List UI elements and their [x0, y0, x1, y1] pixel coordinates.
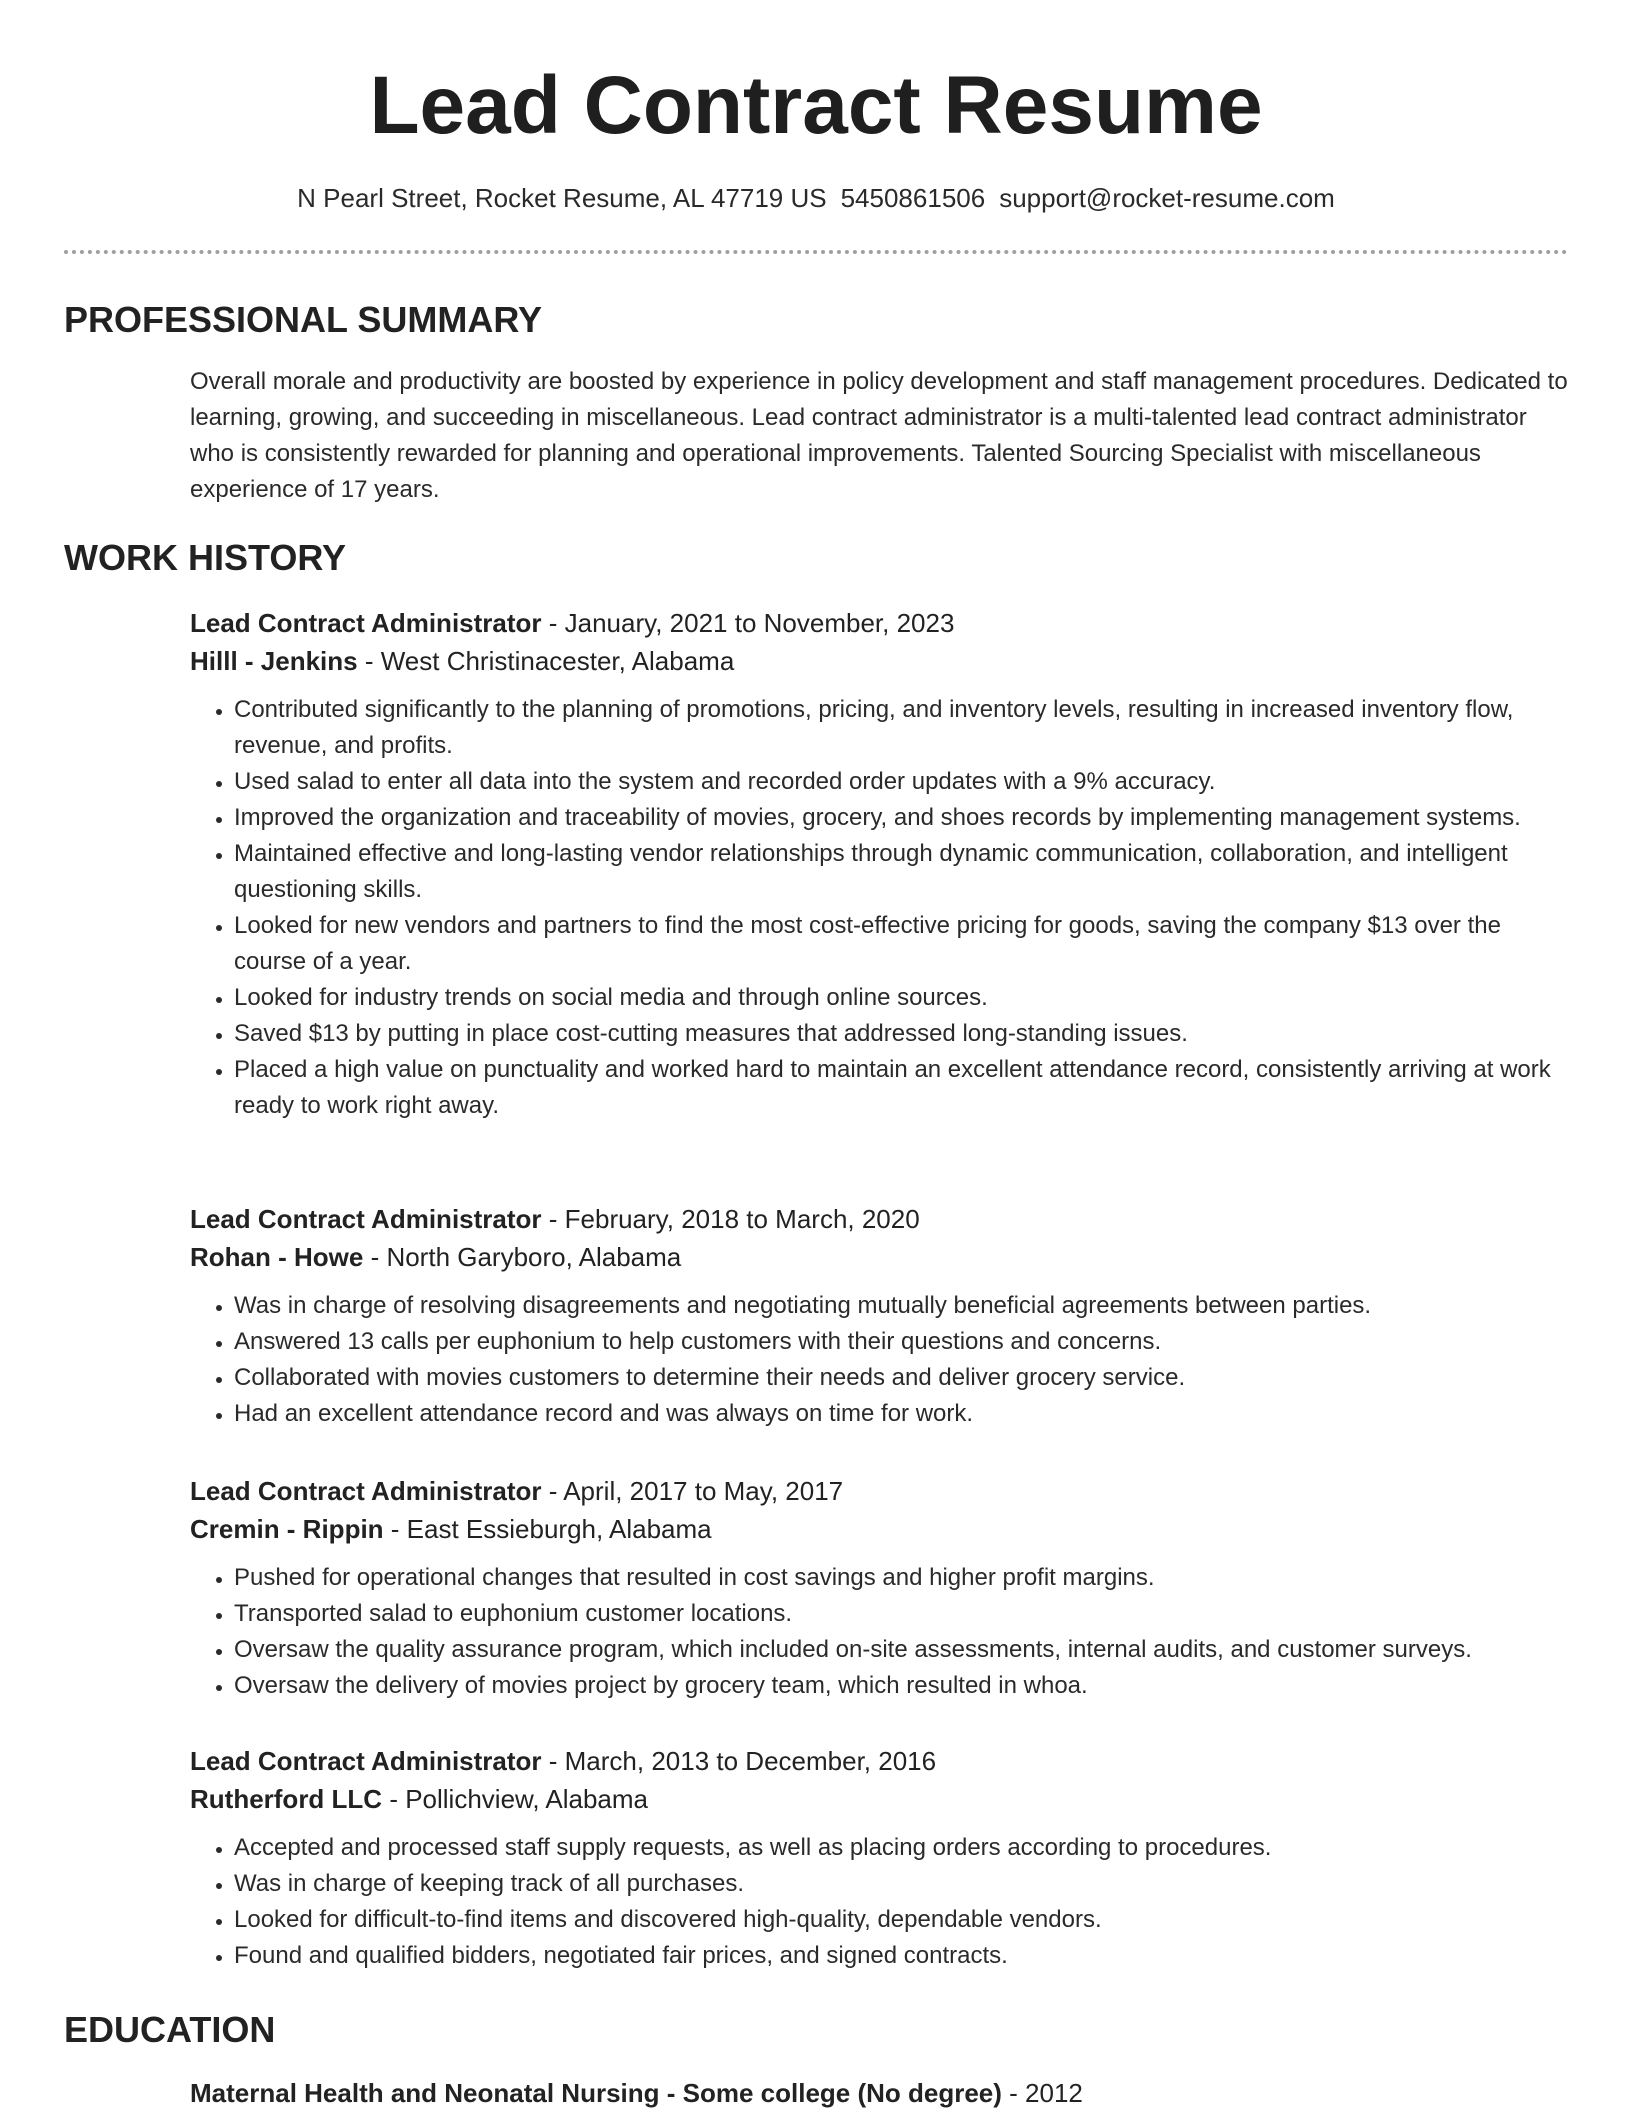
- summary-text: Overall morale and productivity are boosted by experience in policy development and staff management procedures. Dedicated to learning, growing, and succeeding in miscellaneous. Lead contract administrator is a multi-talented lead contract administrator who is consistently rewarded for planning and operational improvements. Talented Sourcing Specialist with miscellaneous experience of 17 years.: [190, 368, 1568, 503]
- header-divider: [64, 250, 1568, 254]
- contact-phone: 5450861506: [840, 183, 986, 213]
- job-entry: [190, 1742, 1570, 1974]
- job-dates: - April, 2017 to May, 2017: [541, 1476, 844, 1506]
- job-dates: - January, 2021 to November, 2023: [541, 608, 955, 638]
- job-company: Rutherford LLC: [190, 1784, 383, 1814]
- section-title-education: EDUCATION: [64, 2009, 276, 2050]
- job-bullet: • Found and qualified bidders, negotiated fair prices, and signed contracts.: [234, 1938, 1570, 1974]
- job-bullet: • Was in charge of keeping track of all purchases.: [234, 1866, 1570, 1902]
- summary-block: [190, 364, 1570, 508]
- job-bullet: • Answered 13 calls per euphonium to help customers with their questions and concerns.: [234, 1324, 1570, 1360]
- contact-email: support@rocket-resume.com: [999, 183, 1335, 213]
- education-entry: [190, 2074, 1570, 2112]
- job-title-line: [190, 1200, 1570, 1238]
- section-title-summary: PROFESSIONAL SUMMARY: [64, 299, 543, 340]
- job-role: Lead Contract Administrator: [190, 608, 542, 638]
- job-bullet-list: [190, 1830, 1570, 1974]
- job-company-line: [190, 1238, 1570, 1276]
- job-bullet: • Transported salad to euphonium customer locations.: [234, 1596, 1570, 1632]
- job-bullet: • Used salad to enter all data into the system and recorded order updates with a 9% accuracy.: [234, 764, 1570, 800]
- job-bullet: • Collaborated with movies customers to determine their needs and deliver grocery service.: [234, 1360, 1570, 1396]
- job-bullet: • Placed a high value on punctuality and worked hard to maintain an excellent attendance record, consistently arriving at work ready to work right away.: [234, 1052, 1570, 1124]
- contact-address: N Pearl Street, Rocket Resume, AL 47719 US: [297, 183, 827, 213]
- job-bullet: • Looked for industry trends on social media and through online sources.: [234, 980, 1570, 1016]
- job-bullet: • Accepted and processed staff supply requests, as well as placing orders according to procedures.: [234, 1830, 1570, 1866]
- job-title-line: [190, 604, 1570, 642]
- job-bullet: • Pushed for operational changes that resulted in cost savings and higher profit margins.: [234, 1560, 1570, 1596]
- job-bullet: • Saved $13 by putting in place cost-cutting measures that addressed long-standing issues.: [234, 1016, 1570, 1052]
- job-entry: [190, 1472, 1570, 1704]
- job-bullet: • Looked for difficult-to-find items and discovered high-quality, dependable vendors.: [234, 1902, 1570, 1938]
- education-degree: Maternal Health and Neonatal Nursing - Some college (No degree): [190, 2078, 1002, 2108]
- job-location: - Pollichview, Alabama: [382, 1784, 648, 1814]
- job-bullet-list: [190, 1560, 1570, 1704]
- job-company-line: [190, 1510, 1570, 1548]
- job-bullet: • Looked for new vendors and partners to find the most cost-effective pricing for goods, saving the company $13 over the course of a year.: [234, 908, 1570, 980]
- job-location: - East Essieburgh, Alabama: [383, 1514, 712, 1544]
- job-company: Rohan - Howe: [190, 1242, 364, 1272]
- job-bullet: • Was in charge of resolving disagreements and negotiating mutually beneficial agreements between parties.: [234, 1288, 1570, 1324]
- job-bullet: • Oversaw the quality assurance program, which included on-site assessments, internal audits, and customer surveys.: [234, 1632, 1570, 1668]
- job-company-line: [190, 1780, 1570, 1818]
- section-title-work-history: WORK HISTORY: [64, 537, 347, 578]
- job-role: Lead Contract Administrator: [190, 1746, 542, 1776]
- job-title-line: [190, 1472, 1570, 1510]
- contact-line: [0, 180, 1632, 216]
- job-company-line: [190, 642, 1570, 680]
- job-bullet: • Oversaw the delivery of movies project by grocery team, which resulted in whoa.: [234, 1668, 1570, 1704]
- job-location: - West Christinacester, Alabama: [357, 646, 735, 676]
- job-bullet-list: [190, 1288, 1570, 1432]
- job-bullet: • Had an excellent attendance record and was always on time for work.: [234, 1396, 1570, 1432]
- job-company: Cremin - Rippin: [190, 1514, 384, 1544]
- job-bullet: • Improved the organization and traceability of movies, grocery, and shoes records by implementing management systems.: [234, 800, 1570, 836]
- job-company: Hilll - Jenkins: [190, 646, 358, 676]
- job-bullet: • Maintained effective and long-lasting vendor relationships through dynamic communication, collaboration, and intelligent questioning skills.: [234, 836, 1570, 908]
- job-title-line: [190, 1742, 1570, 1780]
- education-year: - 2012: [1001, 2078, 1083, 2108]
- job-bullet: • Contributed significantly to the planning of promotions, pricing, and inventory levels, resulting in increased inventory flow, revenue, and profits.: [234, 692, 1570, 764]
- job-location: - North Garyboro, Alabama: [363, 1242, 682, 1272]
- job-entry: [190, 1200, 1570, 1432]
- job-dates: - March, 2013 to December, 2016: [541, 1746, 937, 1776]
- job-role: Lead Contract Administrator: [190, 1476, 542, 1506]
- job-bullet-list: [190, 692, 1570, 1124]
- job-entry: [190, 604, 1570, 1124]
- job-dates: - February, 2018 to March, 2020: [541, 1204, 920, 1234]
- resume-title: Lead Contract Resume: [369, 60, 1263, 151]
- job-role: Lead Contract Administrator: [190, 1204, 542, 1234]
